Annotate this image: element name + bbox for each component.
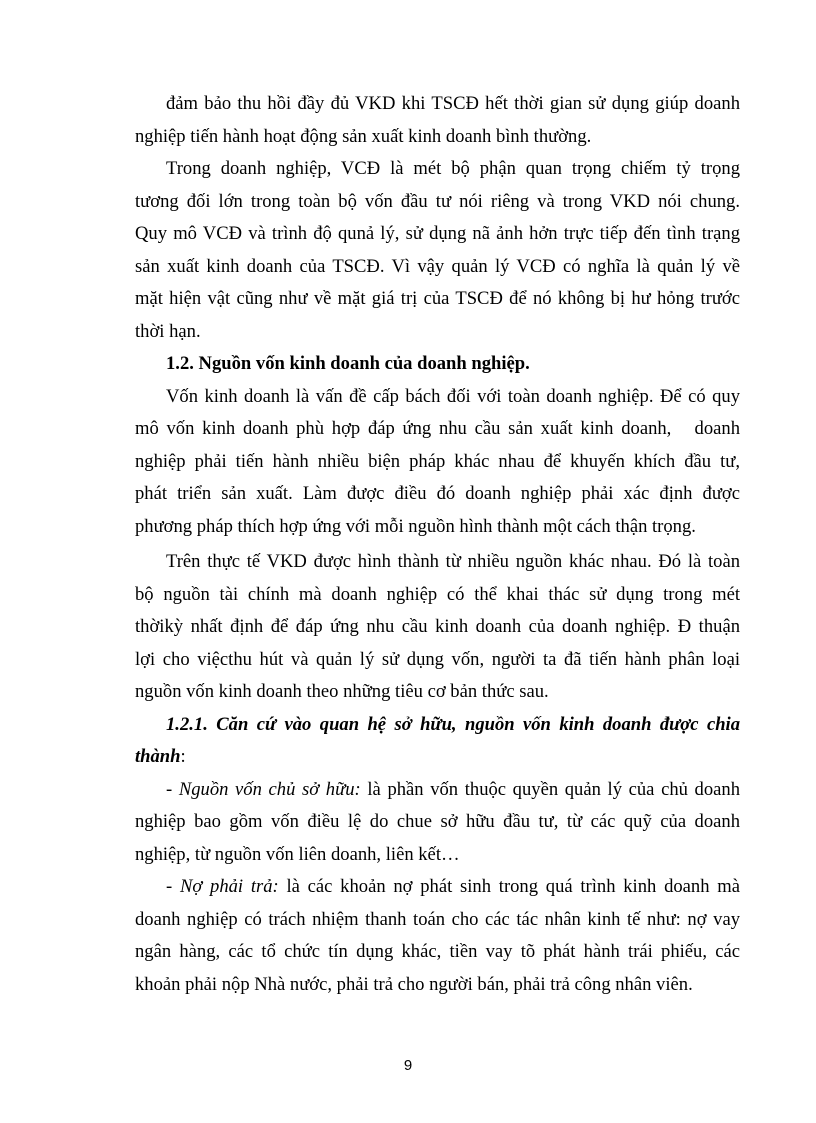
text-line: nghiệp, từ nguồn vốn liên doanh, liên kết… <box>135 843 460 865</box>
term-equity: - Nguồn vốn chủ sở hữu: <box>166 778 361 800</box>
document-page <box>135 88 740 1001</box>
text-line: phát triển sản xuất. Làm được điều đó doanh nghiệp phải xác định được <box>135 483 740 504</box>
text-line: đảm bảo thu hồi đầy đủ VKD khi TSCĐ hết thời gian sử dụng giúp doanh <box>166 93 740 114</box>
subsection-heading-word: thành <box>135 746 181 767</box>
page-number: 9 <box>403 1057 413 1074</box>
paragraph-capital-sources <box>135 546 740 709</box>
subsection-heading-line <box>135 741 740 774</box>
text-line: Trong doanh nghiệp, VCĐ là mét bộ phận quan trọng chiếm tỷ trọng <box>166 158 740 179</box>
subsection-heading <box>135 709 740 774</box>
text-line <box>135 774 740 807</box>
text-line: mô vốn kinh doanh phù hợp đáp ứng nhu cầu sản xuất kinh doanh, doanh <box>135 418 740 439</box>
definition-text: là các khoản nợ phát sinh trong quá trình kinh doanh mà <box>278 876 740 897</box>
text-line <box>135 871 740 904</box>
paragraph-capital-scale <box>135 381 740 544</box>
text-line: sản xuất kinh doanh của TSCĐ. Vì vậy quản lý VCĐ có nghĩa là quản lý về <box>135 255 740 277</box>
section-heading: 1.2. Nguồn vốn kinh doanh của doanh nghiệp. <box>166 353 530 374</box>
text-line: nghiệp tiến hành hoạt động sản xuất kinh doanh bình thường. <box>135 125 592 147</box>
text-line: bộ nguồn tài chính mà doanh nghiệp có thể khai thác sử dụng trong mét <box>135 583 740 605</box>
paragraph-liabilities <box>135 871 740 1001</box>
text-line: thời hạn. <box>135 320 201 342</box>
subsection-heading-colon: : <box>180 746 186 767</box>
text-line: phương pháp thích hợp ứng với mỗi nguồn hình thành một cách thận trọng. <box>135 515 696 537</box>
text-line: thờikỳ nhất định để đáp ứng nhu cầu kinh doanh của doanh nghiệp. Đ thuận <box>135 616 740 637</box>
text-line: nguồn vốn kinh doanh theo những tiêu cơ bản thức sau. <box>135 681 549 702</box>
text-line: Quy mô VCĐ và trình độ qunả lý, sử dụng nã ảnh hởn trực tiếp đến tình trạng <box>135 223 740 244</box>
text-line: khoản phải nộp Nhà nước, phải trả cho người bán, phải trả công nhân viên. <box>135 973 693 995</box>
text-line: tương đối lớn trong toàn bộ vốn đầu tư nói riêng và trong VKD nói chung. <box>135 190 740 212</box>
text-line: mặt hiện vật cũng như về mặt giá trị của TSCĐ để nó không bị hư hỏng trước <box>135 288 740 309</box>
text-line: lợi cho việcthu hút và quản lý sử dụng vốn, người ta đã tiến hành phân loại <box>135 648 740 670</box>
text-line: doanh nghiệp có trách nhiệm thanh toán cho các tác nhân kinh tế như: nợ vay <box>135 908 740 930</box>
paragraph-equity <box>135 774 740 872</box>
paragraph-vcd <box>135 153 740 348</box>
text-line: Vốn kinh doanh là vấn đề cấp bách đối với toàn doanh nghiệp. Để có quy <box>166 385 740 407</box>
text-line: Trên thực tế VKD được hình thành từ nhiều nguồn khác nhau. Đó là toàn <box>166 551 740 572</box>
text-line: ngân hàng, các tổ chức tín dụng khác, tiền vay tõ phát hành trái phiếu, các <box>135 941 740 962</box>
term-liabilities: - Nợ phải trả: <box>166 876 279 897</box>
paragraph-continuation <box>135 88 740 153</box>
subsection-heading-line: 1.2.1. Căn cứ vào quan hệ sở hữu, nguồn vốn kinh doanh được chia <box>166 713 740 735</box>
definition-text: là phần vốn thuộc quyền quản lý của chủ doanh <box>360 778 740 800</box>
text-line: nghiệp phải tiến hành nhiều biện pháp khác nhau để khuyến khích đầu tư, <box>135 450 740 472</box>
text-line: nghiệp bao gồm vốn điều lệ do chue sở hữu đầu tư, từ các quỹ của doanh <box>135 811 740 832</box>
